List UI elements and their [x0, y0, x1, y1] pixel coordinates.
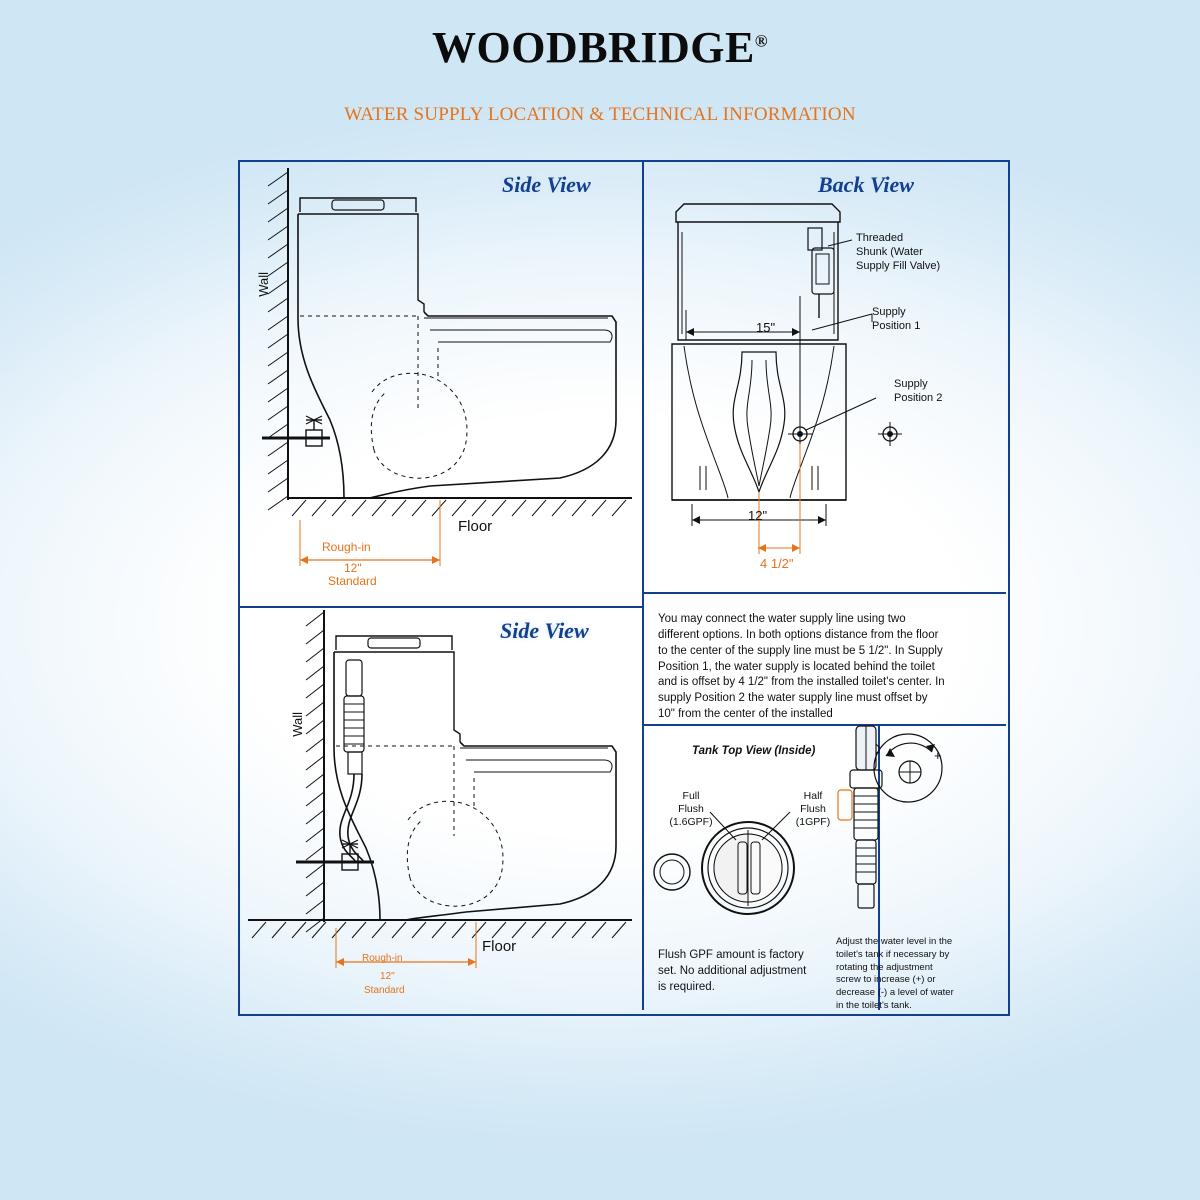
panel-title-back-view: Back View: [818, 172, 914, 197]
registered-mark: ®: [754, 31, 769, 51]
full-flush-line-2: Flush: [678, 803, 704, 816]
water-level-adjust-note: Adjust the water level in the toilet's tank if necessary by rotating the adjustment screw to increase (+) or decrease (-) a level of water in the toilet's tank.: [836, 936, 954, 1012]
roughin-note-bottom: Standard: [364, 985, 405, 996]
full-flush-line-3: (1.6GPF): [669, 816, 713, 829]
roughin-value-bottom: 12": [380, 971, 395, 982]
supply2-line-1: Supply: [894, 378, 928, 390]
roughin-value-top: 12": [344, 561, 362, 575]
tank-top-view-title: Tank Top View (Inside): [692, 745, 816, 757]
half-flush-line-1: Half: [803, 790, 823, 802]
callout-line-2: Shunk (Water: [856, 245, 923, 258]
page-subtitle: WATER SUPPLY LOCATION & TECHNICAL INFORMATION: [344, 104, 856, 125]
roughin-label-top: Rough-in: [322, 540, 371, 554]
full-flush-line-1: Full: [682, 790, 700, 802]
supply1-line-2: Position 1: [872, 319, 921, 332]
wall-label-top: Wall: [256, 272, 271, 297]
roughin-note-top: Standard: [328, 574, 377, 588]
flush-gpf-note: Flush GPF amount is factory set. No additional adjustment is required.: [658, 949, 807, 993]
floor-label-top: Floor: [458, 518, 493, 535]
dim-back-width: 15": [756, 320, 776, 335]
panel-title-side-view-top: Side View: [502, 172, 591, 197]
panel-title-side-view-bottom: Side View: [500, 618, 589, 643]
supply-line-notes: You may connect the water supply line using two different options. In both options distance from the floor to the center of the supply line must be 5 1/2". In Supply Position 1, the water supply is located behind the toilet and is offset by 4 1/2" from the installed toilet's center. In supply Position 2 the water supply line must offset by 10" from the center of the installed: [658, 613, 945, 721]
supply2-line-2: Position 2: [894, 391, 943, 404]
half-flush-line-3: (1GPF): [795, 816, 831, 829]
adjust-minus-symbol: -: [876, 744, 881, 759]
adjust-plus-symbol: +: [934, 748, 942, 763]
supply1-line-1: Supply: [872, 306, 906, 318]
dim-back-offset: 4 1/2": [760, 556, 794, 571]
floor-label-bottom: Floor: [482, 938, 517, 955]
roughin-label-bottom: Rough-in: [362, 953, 403, 964]
half-flush-line-2: Flush: [800, 803, 826, 816]
brand-name: WOODBRIDGE: [431, 23, 755, 72]
callout-line-1: Threaded: [856, 232, 904, 244]
dim-back-base: 12": [748, 508, 768, 523]
wall-label-bottom: Wall: [290, 712, 305, 737]
callout-line-3: Supply Fill Valve): [856, 259, 941, 272]
